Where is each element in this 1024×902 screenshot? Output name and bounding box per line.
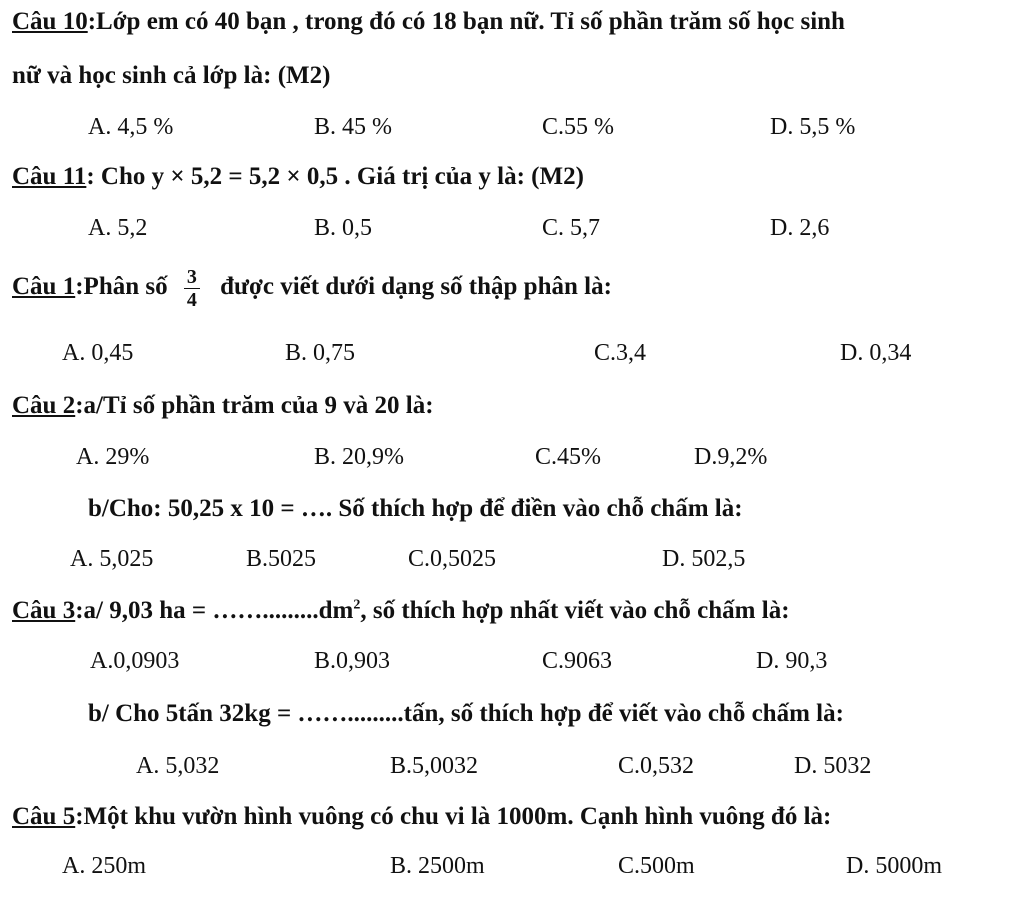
question-11-text: : Cho y × 5,2 = 5,2 × 0,5 . Giá trị của y là: (M2)	[86, 163, 584, 190]
q11-option-a: A. 5,2	[88, 215, 148, 241]
question-1-text-before: :Phân số	[75, 273, 168, 301]
question-10-continuation: nữ và học sinh cả lớp là: (M2)	[12, 62, 331, 89]
q11-option-c: C. 5,7	[542, 215, 601, 241]
question-3-part-b: b/ Cho 5tấn 32kg = …….........tấn, số thích hợp để viết vào chỗ chấm là:	[88, 700, 844, 727]
question-2	[12, 392, 434, 420]
question-10-text-1: :Lớp em có 40 bạn , trong đó có 18 bạn nữ. Tỉ số phần trăm số học sinh	[87, 8, 845, 35]
q5-option-a: A. 250m	[62, 853, 146, 879]
superscript: 2	[353, 597, 361, 613]
q11-option-d: D. 2,6	[770, 215, 830, 241]
q3b-option-c: C.0,532	[618, 753, 695, 779]
question-2-part-b: b/Cho: 50,25 x 10 = …. Số thích hợp để điền vào chỗ chấm là:	[88, 495, 743, 522]
question-5	[12, 803, 831, 831]
q2b-option-a: A. 5,025	[70, 546, 154, 572]
q3a-option-a: A.0,0903	[90, 648, 180, 674]
q3b-option-b: B.5,0032	[390, 753, 479, 779]
q1-option-a: A. 0,45	[62, 340, 134, 366]
fraction	[184, 266, 200, 311]
q2b-option-b: B.5025	[246, 546, 317, 572]
q10-option-c: C.55 %	[542, 114, 614, 140]
q11-option-b: B. 0,5	[314, 215, 373, 241]
question-11-label: Câu 11	[12, 163, 87, 190]
q2a-option-d: D.9,2%	[694, 444, 768, 470]
q10-option-d: D. 5,5 %	[770, 114, 856, 140]
question-2-text: :a/Tỉ số phần trăm của 9 và 20 là:	[75, 392, 434, 419]
question-1-text-after: được viết dưới dạng số thập phân là:	[220, 273, 612, 301]
question-2-label: Câu 2	[12, 392, 76, 419]
question-5-text: :Một khu vườn hình vuông có chu vi là 1000m. Cạnh hình vuông đó là:	[75, 803, 832, 830]
q2b-option-d: D. 502,5	[662, 546, 746, 572]
question-3-label: Câu 3	[12, 597, 76, 624]
q3a-option-d: D. 90,3	[756, 648, 828, 674]
q3b-option-a: A. 5,032	[136, 753, 220, 779]
q5-option-b: B. 2500m	[390, 853, 485, 879]
q5-option-d: D. 5000m	[846, 853, 942, 879]
fraction-denominator: 4	[186, 289, 197, 311]
q2a-option-b: B. 20,9%	[314, 444, 404, 470]
question-1-label: Câu 1	[12, 273, 76, 301]
question-3-text-after: , số thích hợp nhất viết vào chỗ chấm là:	[360, 597, 790, 624]
question-1	[12, 266, 612, 311]
question-3	[12, 597, 790, 625]
question-3-text-before: :a/ 9,03 ha = …….........dm	[75, 597, 354, 624]
q10-option-a: A. 4,5 %	[88, 114, 174, 140]
q1-option-b: B. 0,75	[285, 340, 356, 366]
q3a-option-b: B.0,903	[314, 648, 391, 674]
question-11	[12, 163, 584, 191]
question-10	[12, 8, 845, 36]
q2a-option-a: A. 29%	[76, 444, 150, 470]
question-10-label: Câu 10	[12, 8, 88, 35]
q3b-option-d: D. 5032	[794, 753, 872, 779]
question-5-label: Câu 5	[12, 803, 76, 830]
q1-option-d: D. 0,34	[840, 340, 912, 366]
q3a-option-c: C.9063	[542, 648, 613, 674]
q10-option-b: B. 45 %	[314, 114, 392, 140]
q2a-option-c: C.45%	[535, 444, 601, 470]
q5-option-c: C.500m	[618, 853, 695, 879]
fraction-numerator: 3	[184, 266, 200, 289]
q2b-option-c: C.0,5025	[408, 546, 497, 572]
q1-option-c: C.3,4	[594, 340, 647, 366]
